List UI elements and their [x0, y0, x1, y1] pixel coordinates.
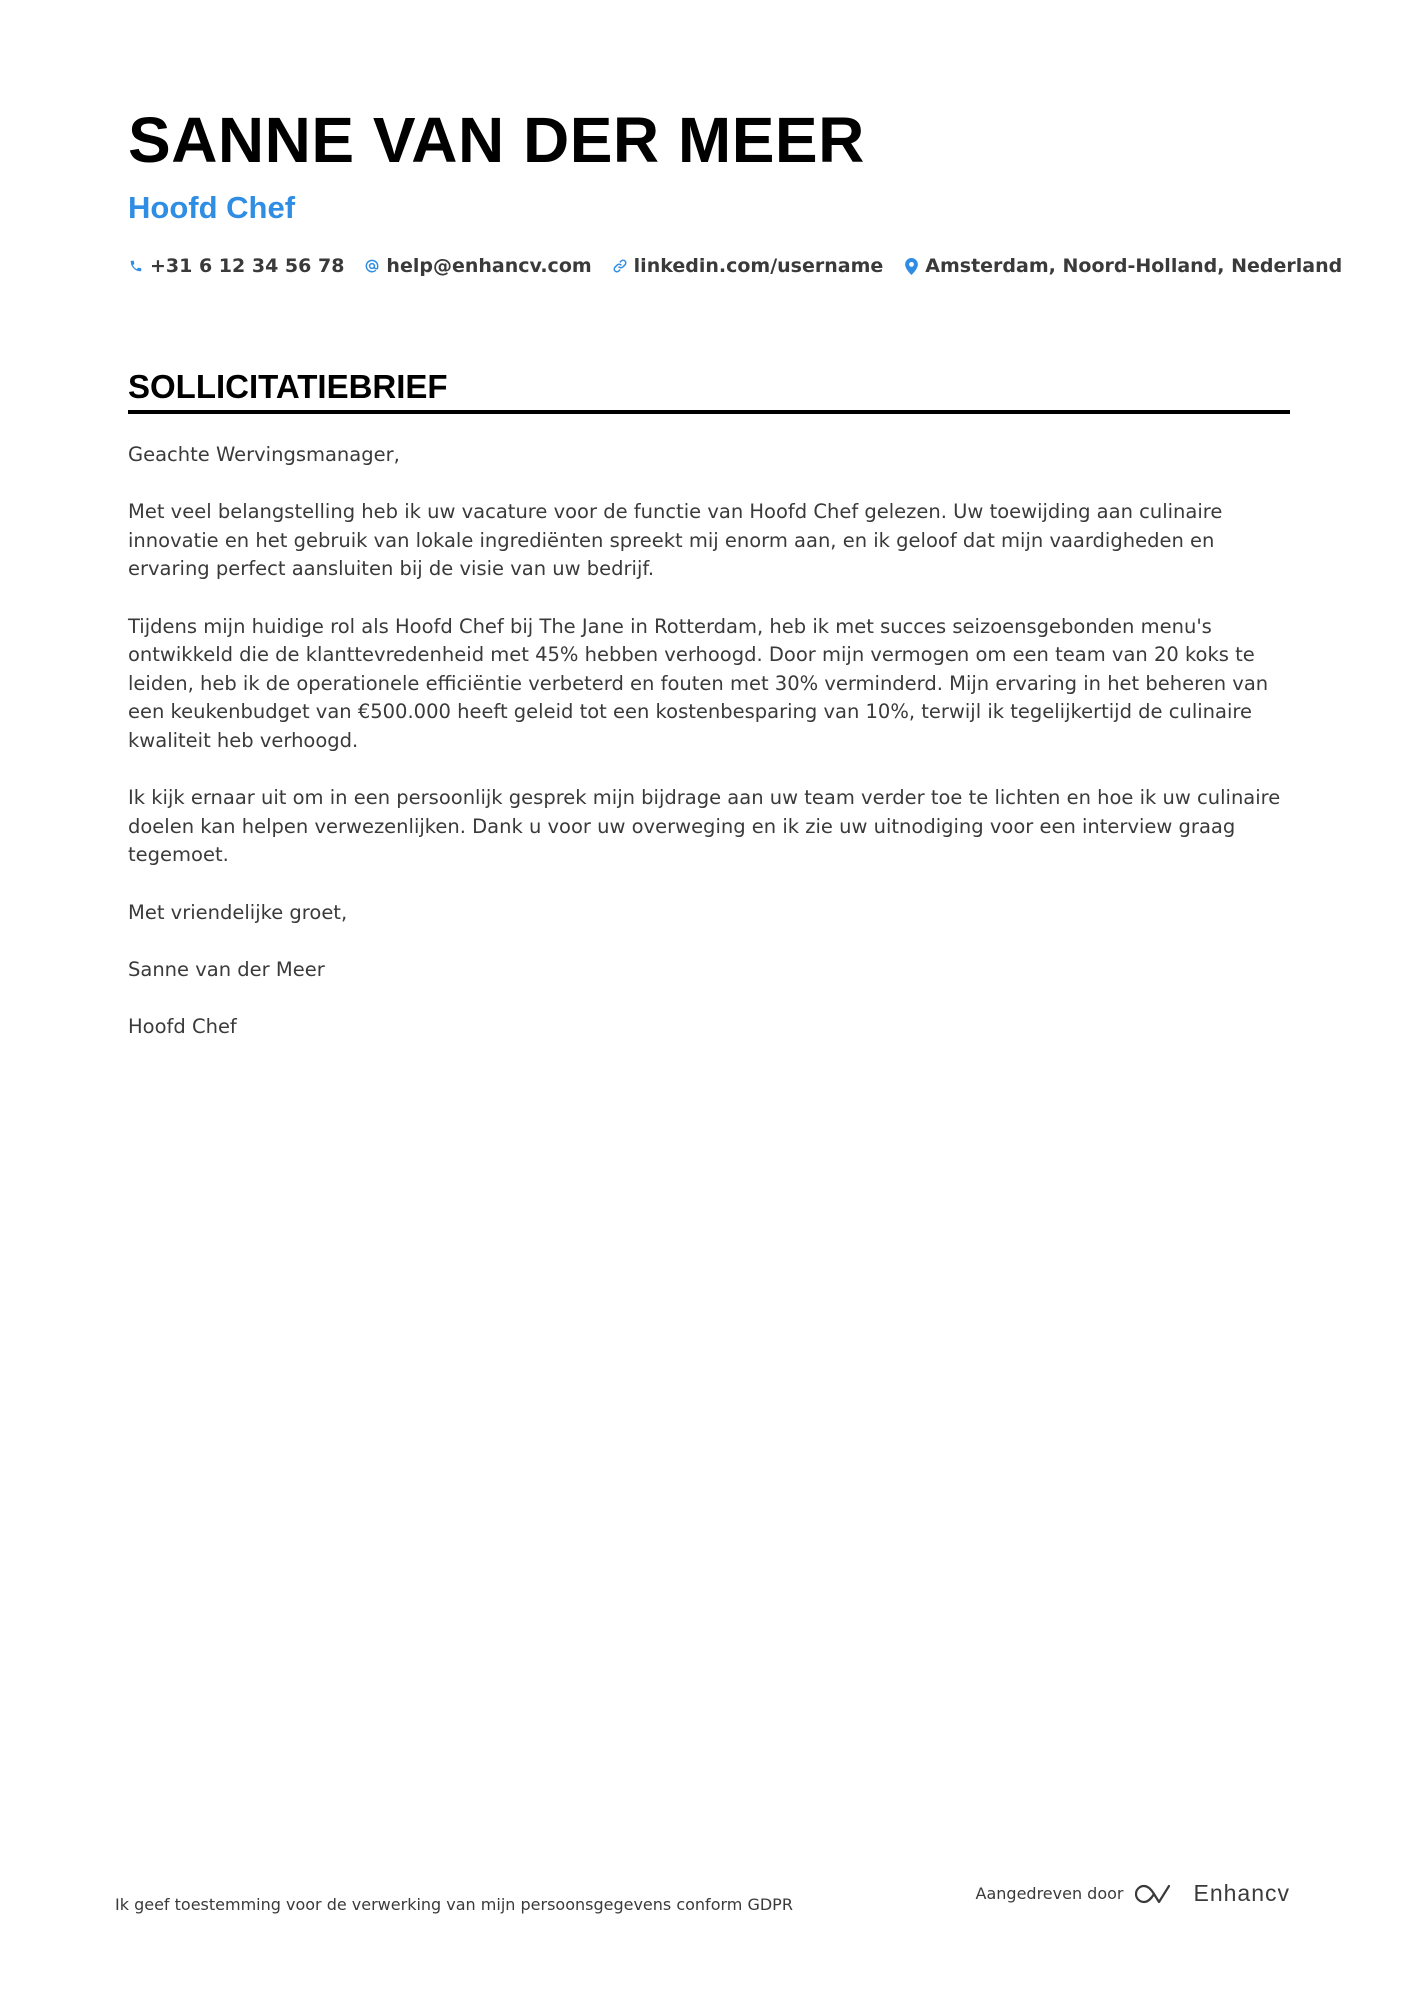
- enhancv-logo-icon: [1135, 1883, 1181, 1905]
- letter-closing: Met vriendelijke groet,: [128, 900, 348, 924]
- contact-email-text[interactable]: help@enhancv.com: [386, 255, 592, 277]
- letter-paragraph: Tijdens mijn huidige rol als Hoofd Chef bij The Jane in Rotterdam, heb ik met succes seizoensgebonden menu's ontwikkeld die de klanttevredenheid met 45% hebben verhoogd. Door mijn vermogen om een team van 20 koks te leiden, heb ik de operationele efficiëntie verbeterd en fouten met 30% verminderd. Mijn ervaring in het beheren van een keukenbudget van €500.000 heeft geleid tot een kostenbesparing van 10%, terwijl ik tegelijkertijd de culinaire kwaliteit heb verhoogd.: [128, 614, 1269, 752]
- applicant-role: Hoofd Chef: [128, 190, 296, 225]
- letter-paragraph: Ik kijk ernaar uit om in een persoonlijk gesprek mijn bijdrage aan uw team verder toe te lichten en hoe ik uw culinaire doelen kan helpen verwezenlijken. Dank u voor uw overweging en ik zie uw uitnodiging voor een interview graag tegemoet.: [128, 786, 1281, 867]
- letter-body: [128, 441, 1290, 1070]
- phone-icon: [128, 257, 144, 275]
- letter-paragraph: Met veel belangstelling heb ik uw vacature voor de functie van Hoofd Chef gelezen. Uw toewijding aan culinaire innovatie en het gebruik van lokale ingrediënten spreekt mij enorm aan, en ik geloof dat mijn vaardigheden en ervaring perfect aansluiten bij de visie van uw bedrijf.: [128, 500, 1223, 581]
- contact-location-text: Amsterdam, Noord-Holland, Nederland: [925, 255, 1343, 277]
- contact-linkedin[interactable]: [612, 255, 884, 277]
- contact-linkedin-text[interactable]: linkedin.com/username: [633, 255, 884, 277]
- contact-bar: [128, 255, 1342, 277]
- signature-name: Sanne van der Meer: [128, 957, 325, 981]
- contact-phone: [128, 255, 344, 277]
- link-icon: [612, 257, 628, 275]
- gdpr-consent-text: Ik geef toestemming voor de verwerking van mijn persoonsgegevens conform GDPR: [115, 1895, 793, 1914]
- powered-by[interactable]: [976, 1880, 1290, 1907]
- contact-location: [903, 255, 1342, 277]
- enhancv-brand-text[interactable]: Enhancv: [1193, 1880, 1290, 1906]
- contact-phone-text: +31 6 12 34 56 78: [150, 255, 345, 277]
- applicant-name: SANNE VAN DER MEER: [128, 104, 865, 176]
- location-pin-icon: [903, 257, 919, 275]
- section-divider: [128, 410, 1290, 414]
- powered-by-label: Aangedreven door: [975, 1884, 1124, 1903]
- signature-role: Hoofd Chef: [128, 1014, 237, 1038]
- at-icon: [364, 257, 380, 275]
- contact-email[interactable]: [364, 255, 591, 277]
- letter-salutation: Geachte Wervingsmanager,: [128, 443, 400, 466]
- section-title: SOLLICITATIEBRIEF: [128, 368, 448, 405]
